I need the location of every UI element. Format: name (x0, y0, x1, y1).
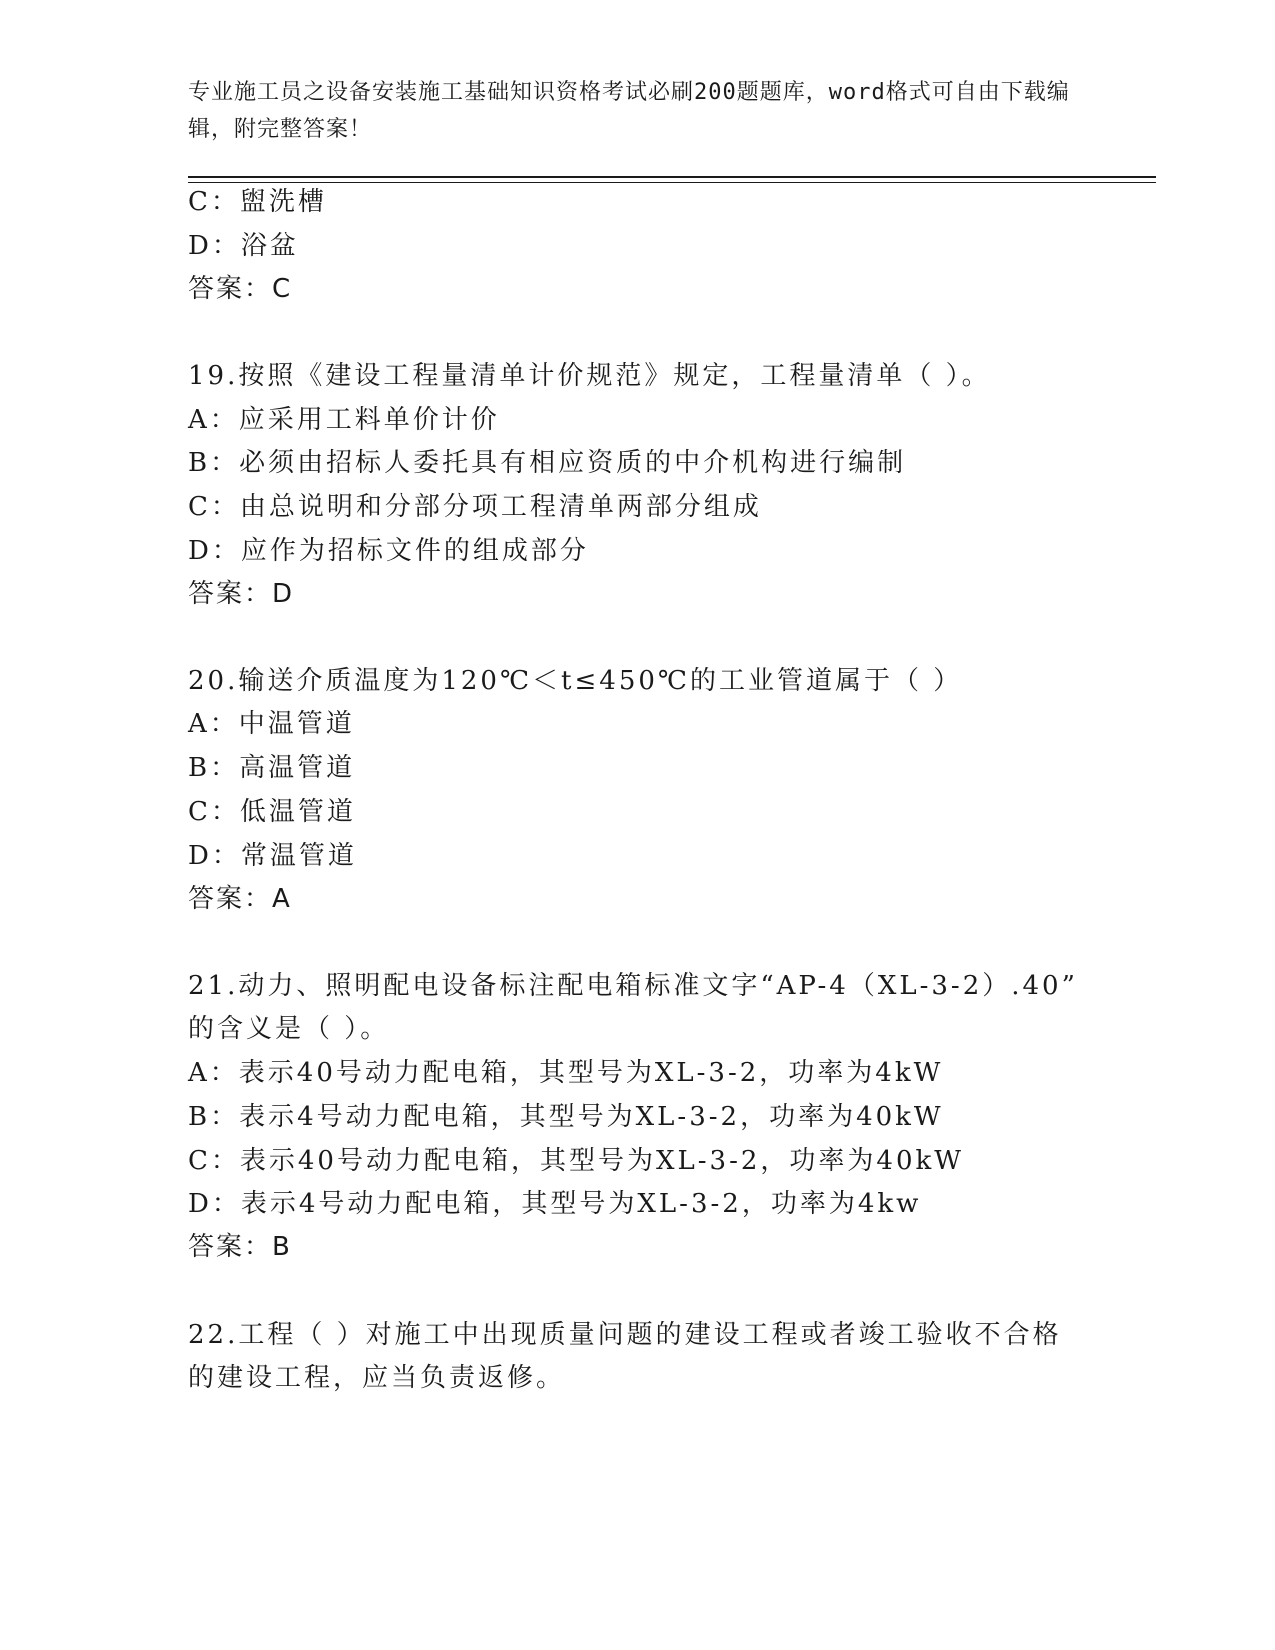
prev-option-d: D：浴盆 (188, 231, 299, 261)
header-rule-thin (188, 182, 1156, 183)
q21-option-c: C：表示40号动力配电箱，其型号为XL-3-2，功率为40kW (188, 1146, 964, 1176)
q21-stem-line1: 21.动力、照明配电设备标注配电箱标准文字“AP-4（XL-3-2）.40” (188, 971, 1078, 1001)
q19-answer: 答案：D (188, 579, 295, 609)
prev-option-c: C：盥洗槽 (188, 187, 327, 217)
q21-stem-line2: 的含义是（ ）。 (188, 1014, 390, 1044)
q20-stem: 20.输送介质温度为120℃＜t≤450℃的工业管道属于（ ） (188, 666, 963, 696)
q19-option-c: C：由总说明和分部分项工程清单两部分组成 (188, 492, 762, 522)
q20-option-a: A：中温管道 (188, 709, 355, 739)
q21-option-a: A：表示40号动力配电箱，其型号为XL-3-2，功率为4kW (188, 1058, 944, 1088)
q19-stem: 19.按照《建设工程量清单计价规范》规定，工程量清单（ ）。 (188, 361, 991, 391)
header-rule-thick (188, 176, 1156, 178)
q22-stem-line1: 22.工程（ ）对施工中出现质量问题的建设工程或者竣工验收不合格 (188, 1320, 1062, 1350)
q19-option-b: B：必须由招标人委托具有相应资质的中介机构进行编制 (188, 448, 907, 478)
q19-option-a: A：应采用工料单价计价 (188, 405, 500, 435)
q19-option-d: D：应作为招标文件的组成部分 (188, 536, 589, 566)
q20-option-d: D：常温管道 (188, 841, 357, 871)
q22-stem-line2: 的建设工程，应当负责返修。 (188, 1363, 566, 1393)
q20-option-b: B：高温管道 (188, 753, 356, 783)
q20-answer: 答案：A (188, 884, 292, 914)
q20-option-c: C：低温管道 (188, 797, 356, 827)
document-header: 专业施工员之设备安装施工基础知识资格考试必刷200题题库，word格式可自由下载编辑，附完整答案！ (188, 80, 1070, 142)
q21-answer: 答案：B (188, 1232, 292, 1262)
prev-answer: 答案：C (188, 274, 293, 304)
q21-option-d: D：表示4号动力配电箱，其型号为XL-3-2，功率为4kw (188, 1189, 922, 1219)
q21-option-b: B：表示4号动力配电箱，其型号为XL-3-2，功率为40kW (188, 1102, 944, 1132)
